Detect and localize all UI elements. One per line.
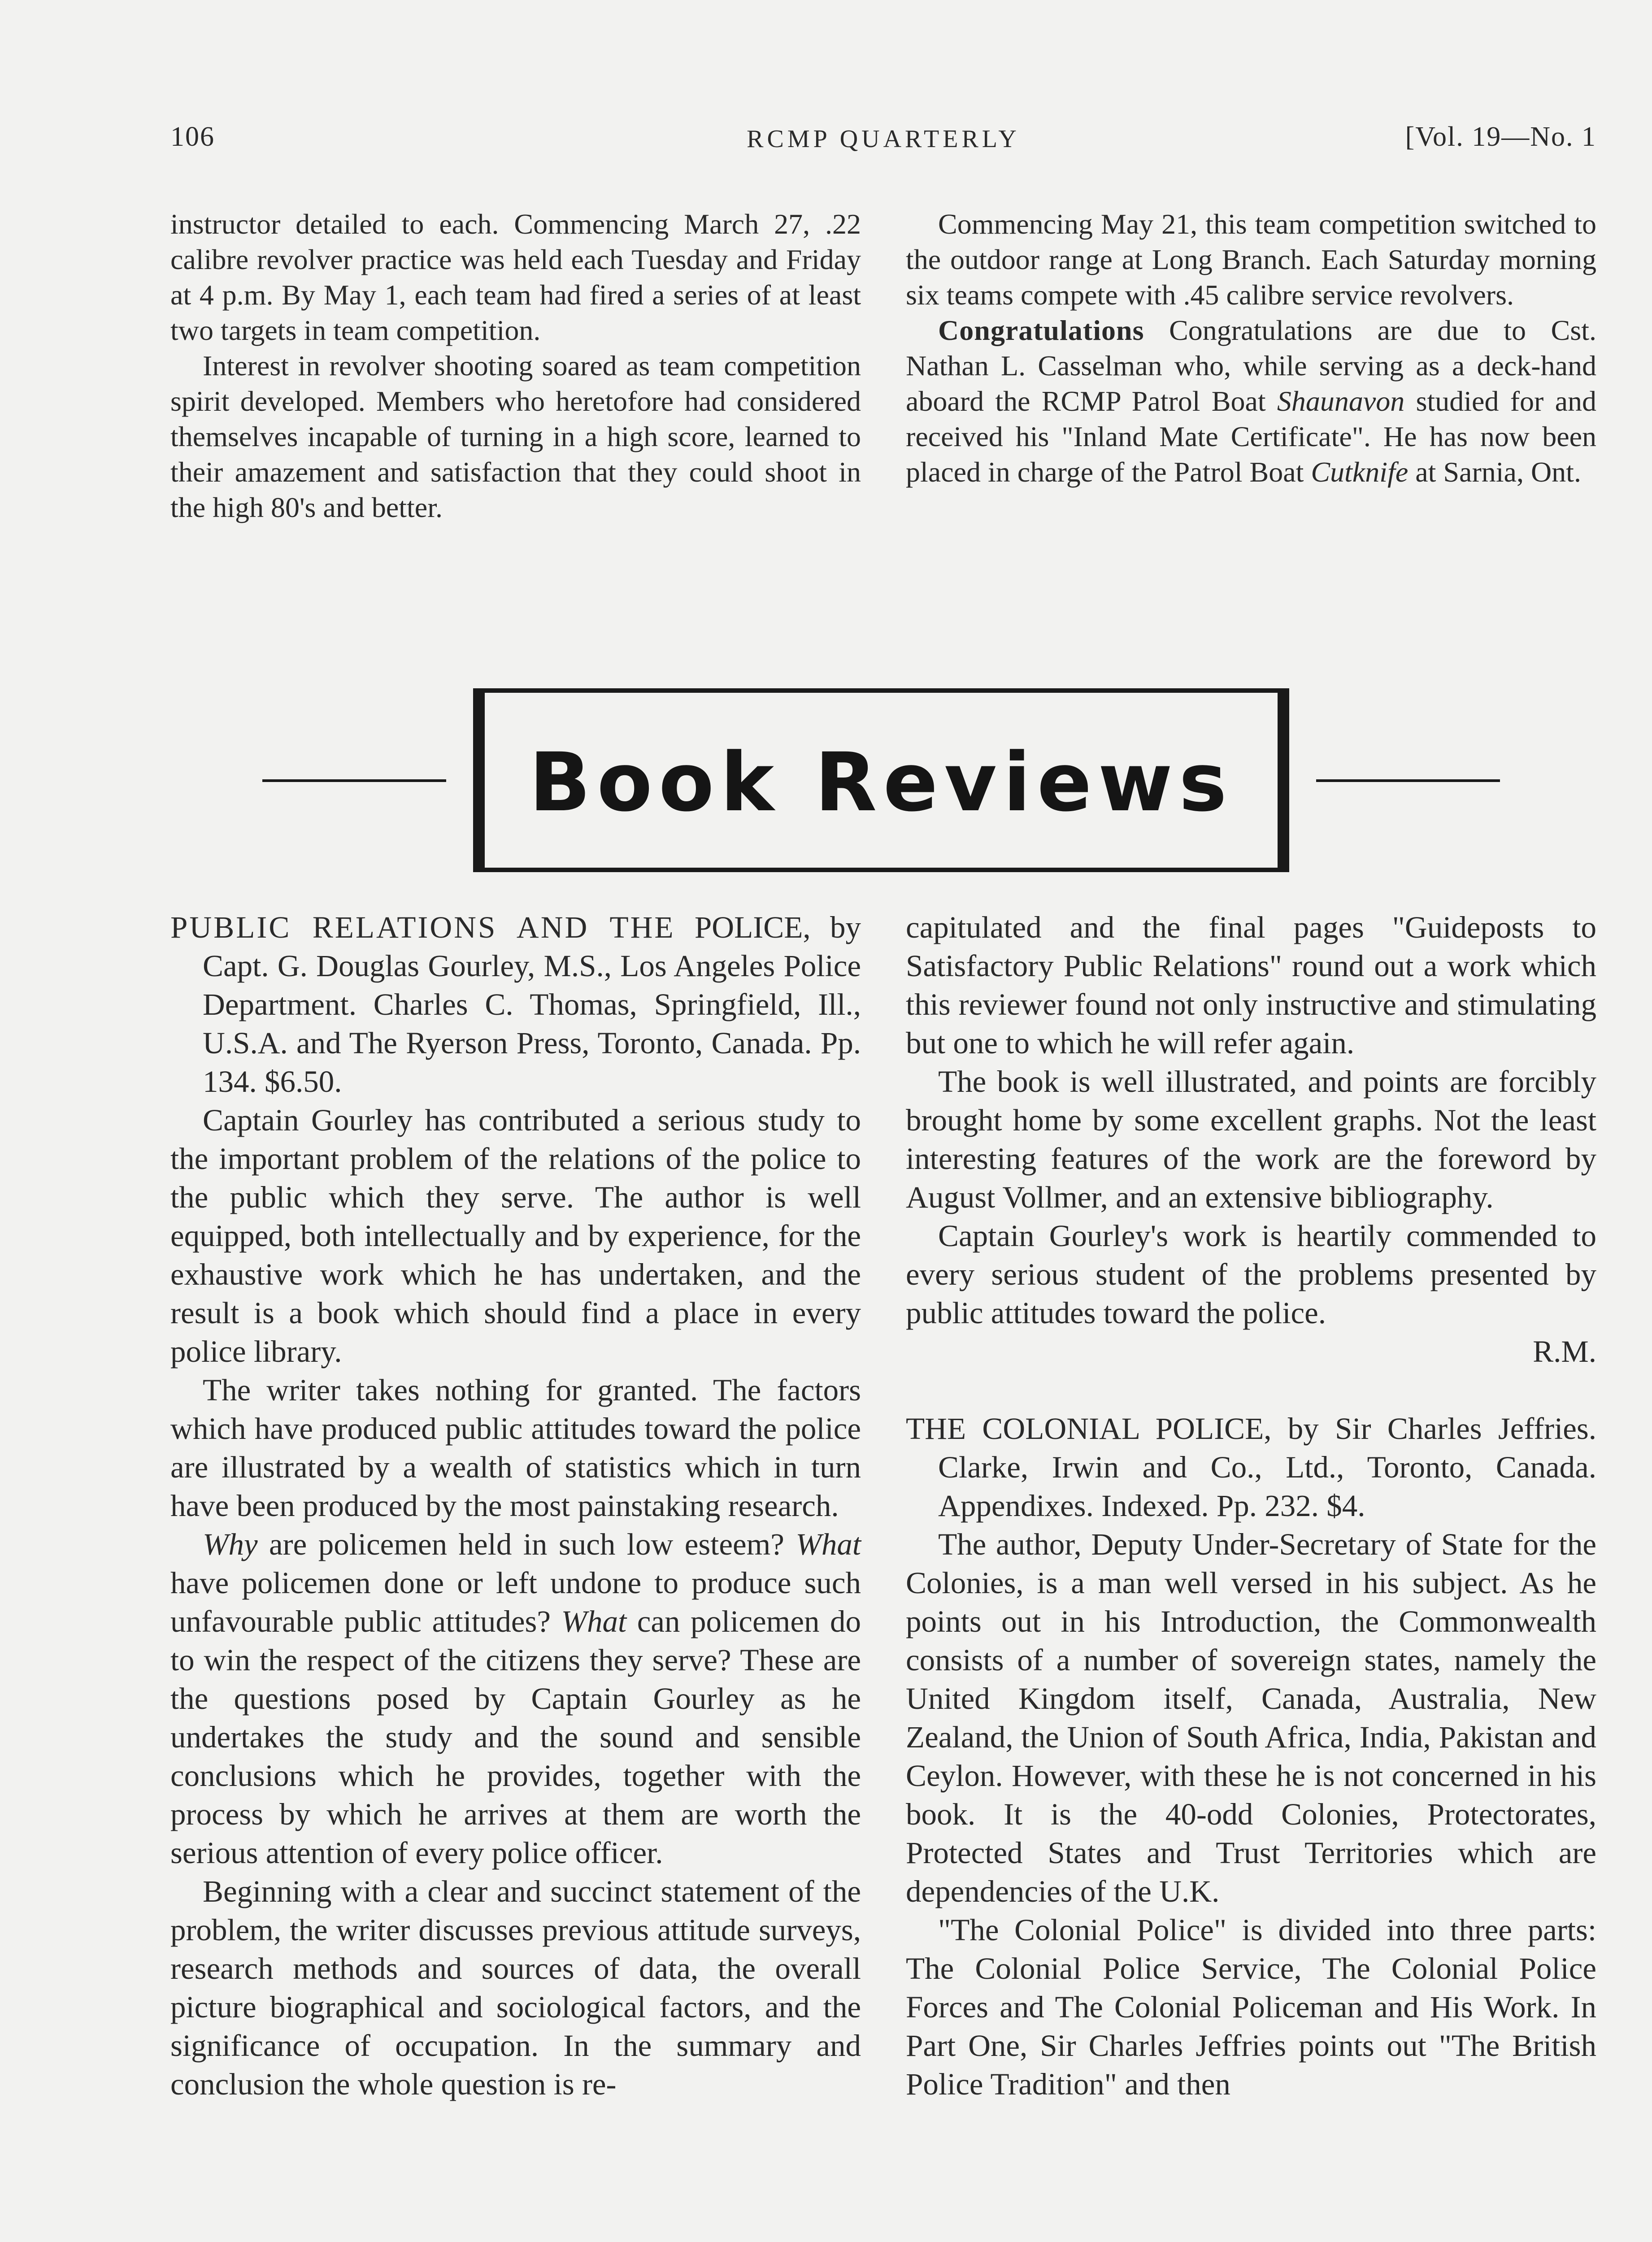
article-column-left [170, 206, 861, 525]
banner-rule-left [262, 779, 446, 782]
paragraph: Beginning with a clear and succinct statement of the problem, the writer discusses previous attitude surveys, research methods and sources of data, the overall picture biographical and sociological factors, and the significance of occupation. In the summary and conclusion the whole question is re- [170, 1874, 861, 2101]
reviewer-signature-line [906, 1332, 1596, 1371]
volume-label: [Vol. 19—No. 1 [1405, 122, 1596, 152]
review-citation: by Sir Charles Jeffries. Clarke, Irwin and Co., Ltd., Toronto, Canada. Appendixes. Indexed. Pp. 232. $4. [938, 1412, 1596, 1523]
reviews-column-left [170, 908, 861, 2103]
paragraph: Interest in revolver shooting soared as team competition spirit developed. Members who heretofore had considered themselves incapable of turning in a high score, learned to their amazement and satisfaction that they could shoot in the high 80's and better. [170, 350, 861, 523]
review-heading [170, 908, 861, 1101]
reviewer-initials: R.M. [1533, 1334, 1596, 1369]
section-lead: Congratulations [938, 314, 1144, 346]
paragraph: instructor detailed to each. Commencing March 27, .22 calibre revolver practice was held each Tuesday and Friday at 4 p.m. By May 1, each team had fired a series of at least two targets in team competition. [170, 208, 861, 346]
paragraph: The writer takes nothing for granted. The factors which have produced public attitudes toward the police are illustrated by a wealth of statistics which in turn have been produced by the most painstaking research. [170, 1373, 861, 1523]
section-title: Book Reviews [529, 735, 1234, 830]
page-number: 106 [170, 122, 215, 152]
reviews-column-right [906, 908, 1596, 2103]
paragraph: capitulated and the final pages "Guideposts to Satisfactory Public Relations" round out a work which this reviewer found not only instructive and stimulating but one to which he will refer again. [906, 910, 1596, 1060]
review-citation: POLICE, by Capt. G. Douglas Gourley, M.S., Los Angeles Police Department. Charles C. Thomas, Springfield, Ill., U.S.A. and The Ryerson Press, Toronto, Canada. Pp. 134. $6.50. [203, 910, 861, 1099]
article-column-right [906, 206, 1596, 490]
paragraph: Congratulations Congratulations are due to Cst. Nathan L. Casselman who, while serving as a deck-hand aboard the RCMP Patrol Boat Shaunavon studied for and received his "Inland Mate Certificate". He has now been placed in charge of the Patrol Boat Cutknife at Sarnia, Ont. [906, 314, 1596, 488]
paragraph: The book is well illustrated, and points are forcibly brought home by some excellent graphs. Not the least interesting features of the work are the foreword by August Vollmer, and an extensive bibliography. [906, 1065, 1596, 1214]
paragraph: The author, Deputy Under-Secretary of State for the Colonies, is a man well versed in his subject. As he points out in his Introduction, the Commonwealth consists of a number of sovereign states, namely the United Kingdom itself, Canada, Australia, New Zealand, the Union of South Africa, India, Pakistan and Ceylon. However, with these he is not concerned in his book. It is the 40-odd Colonies, Protectorates, Protected States and Trust Territories which are dependencies of the U.K. [906, 1527, 1596, 1908]
paragraph: Commencing May 21, this team competition switched to the outdoor range at Long Branch. Each Saturday morning six teams compete with .45 calibre service revolvers. [906, 208, 1596, 311]
banner-rule-right [1316, 779, 1500, 782]
running-header [170, 121, 1596, 161]
journal-title: RCMP QUARTERLY [747, 125, 1020, 153]
section-banner [473, 688, 1289, 872]
boat-name: Shaunavon [1277, 385, 1405, 417]
paragraph: "The Colonial Police" is divided into three parts: The Colonial Police Service, The Colonial Police Forces and The Colonial Policeman and His Work. In Part One, Sir Charles Jeffries points out "The British Police Tradition" and then [906, 1913, 1596, 2101]
boat-name: Cutknife [1311, 456, 1409, 488]
review-heading [906, 1409, 1596, 1525]
paragraph: Captain Gourley's work is heartily commended to every serious student of the problems presented by public attitudes toward the police. [906, 1219, 1596, 1330]
review-title: THE COLONIAL POLICE, [906, 1412, 1272, 1446]
review-title: PUBLIC RELATIONS AND THE [170, 910, 675, 944]
paragraph: Why are policemen held in such low esteem? What have policemen done or left undone to produce such unfavourable public attitudes? What can policemen do to win the respect of the citizens they serve? These are the questions posed by Captain Gourley as he undertakes the study and the sound and sensible conclusions which he provides, together with the process by which he arrives at them are worth the serious attention of every police officer. [170, 1527, 861, 1870]
paragraph: Captain Gourley has contributed a serious study to the important problem of the relations of the police to the public which they serve. The author is well equipped, both intellectually and by experience, for the exhaustive work which he has undertaken, and the result is a book which should find a place in every police library. [170, 1103, 861, 1369]
